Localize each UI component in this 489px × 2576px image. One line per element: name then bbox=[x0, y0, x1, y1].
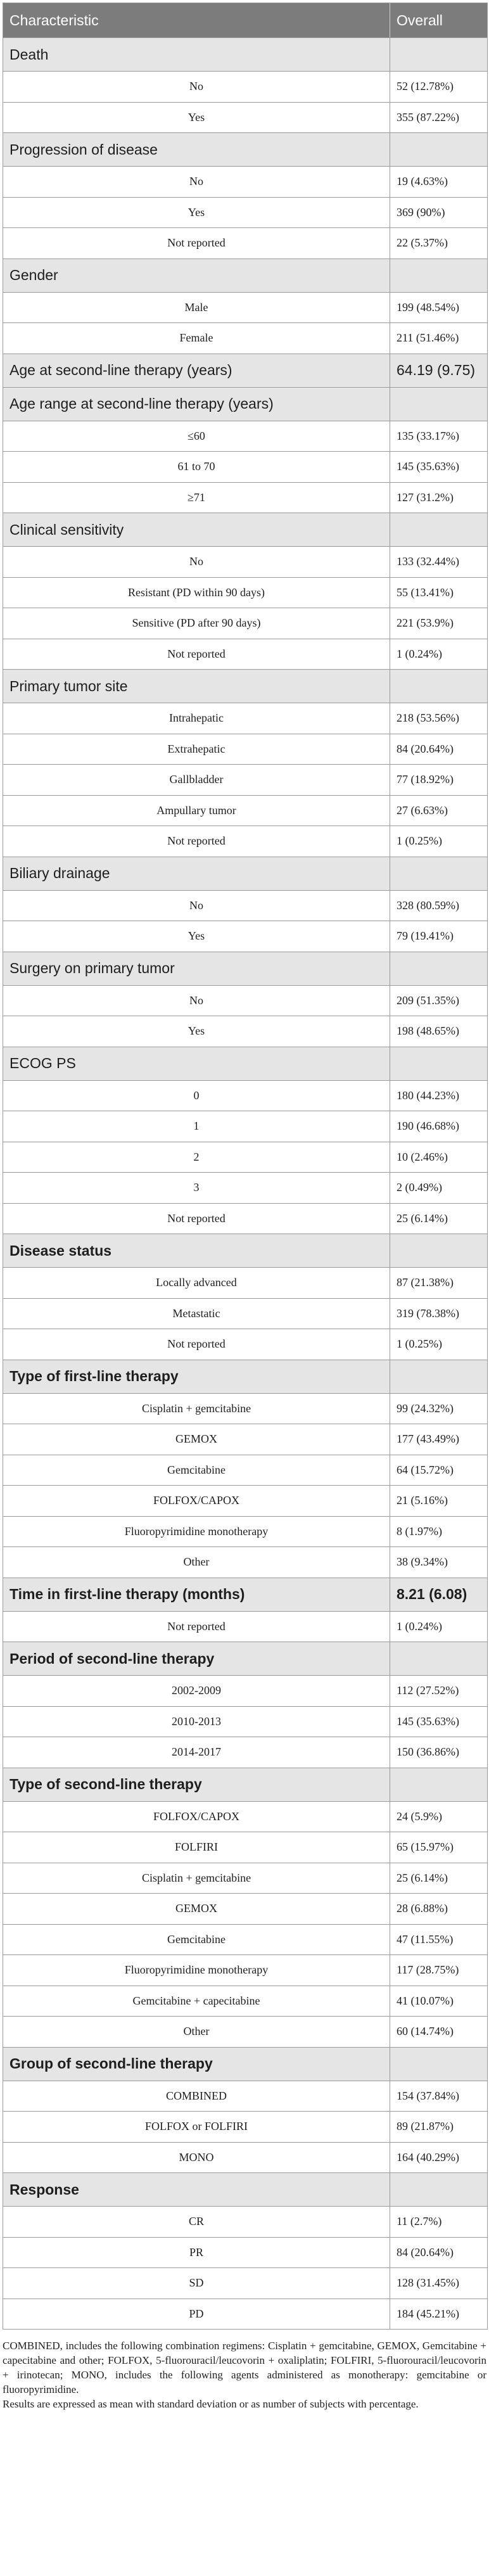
row-value: 1 (0.24%) bbox=[397, 647, 442, 660]
row-label: Fluoropyrimidine monotherapy bbox=[3, 1517, 390, 1547]
row-label: Other bbox=[3, 1547, 390, 1578]
table-row bbox=[3, 1204, 487, 1235]
section-value bbox=[390, 670, 486, 703]
row-label: Not reported bbox=[3, 228, 390, 258]
section-label: Group of second-line therapy bbox=[3, 2048, 390, 2081]
row-value: 150 (36.86%) bbox=[397, 1745, 459, 1759]
row-value: 135 (33.17%) bbox=[397, 429, 459, 442]
row-label: FOLFIRI bbox=[3, 1832, 390, 1863]
table-row bbox=[3, 1394, 487, 1425]
row-value: 133 (32.44%) bbox=[397, 555, 459, 568]
row-value: 25 (6.14%) bbox=[397, 1211, 448, 1225]
row-value: 87 (21.38%) bbox=[397, 1276, 454, 1289]
row-label: Gemcitabine + capecitabine bbox=[3, 1986, 390, 2017]
table-row bbox=[3, 639, 487, 670]
row-value: 28 (6.88%) bbox=[397, 1902, 448, 1915]
table-row bbox=[3, 293, 487, 324]
section-row bbox=[3, 1578, 487, 1612]
table-row bbox=[3, 1547, 487, 1578]
section-label: ECOG PS bbox=[3, 1047, 390, 1080]
row-value: 99 (24.32%) bbox=[397, 1401, 454, 1415]
section-label: Primary tumor site bbox=[3, 670, 390, 703]
table-row bbox=[3, 103, 487, 134]
table-row bbox=[3, 1455, 487, 1486]
section-label: Period of second-line therapy bbox=[3, 1642, 390, 1675]
row-label: FOLFOX/CAPOX bbox=[3, 1486, 390, 1516]
row-value: 64 (15.72%) bbox=[397, 1463, 454, 1476]
row-value: 84 (20.64%) bbox=[397, 2245, 454, 2259]
section-label: Age at second-line therapy (years) bbox=[3, 354, 390, 387]
section-label: Biliary drainage bbox=[3, 857, 390, 890]
row-label: Cisplatin + gemcitabine bbox=[3, 1863, 390, 1894]
row-label: 2002-2009 bbox=[3, 1676, 390, 1706]
row-value: 10 (2.46%) bbox=[397, 1150, 448, 1163]
row-value: 65 (15.97%) bbox=[397, 1840, 454, 1854]
footnote-results: Results are expressed as mean with standard deviation or as number of subjects with percentage. bbox=[3, 2398, 419, 2410]
table-row bbox=[3, 608, 487, 639]
table-row bbox=[3, 2081, 487, 2112]
row-label: Gemcitabine bbox=[3, 1455, 390, 1486]
table-row bbox=[3, 2207, 487, 2238]
table-row bbox=[3, 1517, 487, 1548]
section-label: Disease status bbox=[3, 1234, 390, 1267]
table-row bbox=[3, 1268, 487, 1299]
table-row bbox=[3, 1486, 487, 1517]
section-value bbox=[390, 513, 486, 546]
row-value: 24 (5.9%) bbox=[397, 1809, 442, 1823]
table-row bbox=[3, 1894, 487, 1925]
table-row bbox=[3, 2112, 487, 2143]
row-label: ≥71 bbox=[3, 483, 390, 513]
section-label: Clinical sensitivity bbox=[3, 513, 390, 546]
section-value bbox=[390, 1047, 486, 1080]
row-value: 19 (4.63%) bbox=[397, 175, 448, 188]
row-label: Extrahepatic bbox=[3, 734, 390, 765]
table-row bbox=[3, 1299, 487, 1330]
row-value: 1 (0.25%) bbox=[397, 1337, 442, 1351]
row-label: No bbox=[3, 986, 390, 1016]
table-row bbox=[3, 1737, 487, 1768]
row-label: Cisplatin + gemcitabine bbox=[3, 1394, 390, 1424]
table-row bbox=[3, 1081, 487, 1112]
table-row bbox=[3, 986, 487, 1017]
row-label: Gallbladder bbox=[3, 765, 390, 795]
table-row bbox=[3, 198, 487, 229]
section-row bbox=[3, 670, 487, 703]
row-value: 218 (53.56%) bbox=[397, 711, 459, 725]
row-label: Metastatic bbox=[3, 1299, 390, 1329]
row-value: 22 (5.37%) bbox=[397, 236, 448, 250]
table-row bbox=[3, 1802, 487, 1833]
row-value: 184 (45.21%) bbox=[397, 2307, 459, 2320]
row-label: Yes bbox=[3, 103, 390, 133]
row-value: 8 (1.97%) bbox=[397, 1524, 442, 1538]
row-value: 79 (19.41%) bbox=[397, 929, 454, 943]
row-label: No bbox=[3, 547, 390, 577]
row-label: Not reported bbox=[3, 1612, 390, 1642]
table-row bbox=[3, 921, 487, 952]
table-row bbox=[3, 1676, 487, 1707]
table-row bbox=[3, 323, 487, 354]
row-value: 198 (48.65%) bbox=[397, 1024, 459, 1038]
section-value bbox=[390, 952, 486, 985]
section-value bbox=[390, 1768, 486, 1801]
row-value: 60 (14.74%) bbox=[397, 2025, 454, 2038]
table-row bbox=[3, 483, 487, 514]
row-label: No bbox=[3, 891, 390, 921]
table-row bbox=[3, 452, 487, 483]
row-label: Not reported bbox=[3, 639, 390, 670]
row-value: 21 (5.16%) bbox=[397, 1494, 448, 1507]
table-row bbox=[3, 1832, 487, 1863]
row-label: ≤60 bbox=[3, 421, 390, 452]
row-label: Male bbox=[3, 293, 390, 323]
row-label: Not reported bbox=[3, 1329, 390, 1360]
table-row bbox=[3, 2299, 487, 2330]
row-label: 2010-2013 bbox=[3, 1707, 390, 1737]
table-row bbox=[3, 167, 487, 198]
row-value: 55 (13.41%) bbox=[397, 585, 454, 599]
table-row bbox=[3, 421, 487, 452]
row-value: 47 (11.55%) bbox=[397, 1932, 454, 1946]
row-value: 2 (0.49%) bbox=[397, 1181, 442, 1194]
section-label: Type of second-line therapy bbox=[3, 1768, 390, 1801]
section-row bbox=[3, 388, 487, 421]
section-value bbox=[390, 1234, 486, 1267]
table-row bbox=[3, 1955, 487, 1986]
row-value: 128 (31.45%) bbox=[397, 2276, 459, 2290]
table-row bbox=[3, 765, 487, 796]
table-row bbox=[3, 2143, 487, 2174]
row-value: 41 (10.07%) bbox=[397, 1994, 454, 2007]
table-row bbox=[3, 826, 487, 857]
row-label: No bbox=[3, 167, 390, 197]
characteristic-column-header: Characteristic bbox=[3, 3, 390, 37]
row-value: 369 (90%) bbox=[397, 205, 445, 219]
table-row bbox=[3, 1424, 487, 1455]
section-value bbox=[390, 388, 486, 421]
table-row bbox=[3, 72, 487, 103]
row-label: Fluoropyrimidine monotherapy bbox=[3, 1955, 390, 1986]
row-label: GEMOX bbox=[3, 1424, 390, 1455]
section-value bbox=[390, 2173, 486, 2206]
row-value: 211 (51.46%) bbox=[397, 331, 459, 345]
section-value: 8.21 (6.08) bbox=[397, 1586, 467, 1602]
row-label: FOLFOX or FOLFIRI bbox=[3, 2112, 390, 2142]
section-value bbox=[390, 259, 486, 292]
row-value: 77 (18.92%) bbox=[397, 773, 454, 786]
row-value: 328 (80.59%) bbox=[397, 898, 459, 912]
row-value: 27 (6.63%) bbox=[397, 803, 448, 817]
table-row bbox=[3, 1111, 487, 1142]
row-label: 2 bbox=[3, 1142, 390, 1173]
section-row bbox=[3, 1642, 487, 1676]
row-value: 127 (31.2%) bbox=[397, 490, 454, 504]
row-label: Other bbox=[3, 2017, 390, 2047]
row-label: MONO bbox=[3, 2143, 390, 2173]
row-value: 180 (44.23%) bbox=[397, 1088, 459, 1102]
table-header bbox=[3, 3, 487, 38]
table-row bbox=[3, 1863, 487, 1894]
row-value: 145 (35.63%) bbox=[397, 460, 459, 473]
row-label: COMBINED bbox=[3, 2081, 390, 2112]
row-value: 177 (43.49%) bbox=[397, 1432, 459, 1446]
table-body bbox=[3, 38, 487, 2330]
row-value: 221 (53.9%) bbox=[397, 616, 454, 630]
row-value: 84 (20.64%) bbox=[397, 742, 454, 755]
table-row bbox=[3, 1612, 487, 1643]
row-value: 154 (37.84%) bbox=[397, 2089, 459, 2102]
section-value bbox=[390, 133, 486, 166]
row-label: Yes bbox=[3, 1016, 390, 1047]
row-label: Intrahepatic bbox=[3, 703, 390, 734]
row-label: Locally advanced bbox=[3, 1268, 390, 1298]
row-value: 11 (2.7%) bbox=[397, 2215, 442, 2228]
row-value: 164 (40.29%) bbox=[397, 2150, 459, 2164]
row-value: 1 (0.24%) bbox=[397, 1619, 442, 1633]
table-footnotes bbox=[3, 2338, 486, 2411]
section-label: Time in first-line therapy (months) bbox=[3, 1578, 390, 1611]
row-label: 61 to 70 bbox=[3, 452, 390, 482]
section-row bbox=[3, 1360, 487, 1394]
table-row bbox=[3, 228, 487, 259]
section-label: Surgery on primary tumor bbox=[3, 952, 390, 985]
section-row bbox=[3, 259, 487, 293]
table-row bbox=[3, 734, 487, 765]
section-row bbox=[3, 1047, 487, 1081]
row-value: 145 (35.63%) bbox=[397, 1714, 459, 1728]
row-value: 38 (9.34%) bbox=[397, 1555, 448, 1569]
row-label: 1 bbox=[3, 1111, 390, 1142]
section-row bbox=[3, 354, 487, 388]
row-label: No bbox=[3, 72, 390, 102]
section-row bbox=[3, 2048, 487, 2081]
row-label: GEMOX bbox=[3, 1894, 390, 1924]
row-label: Female bbox=[3, 323, 390, 354]
table-row bbox=[3, 547, 487, 578]
table-row bbox=[3, 1329, 487, 1360]
row-label: PR bbox=[3, 2238, 390, 2268]
table-row bbox=[3, 1986, 487, 2017]
table-row bbox=[3, 796, 487, 827]
row-label: PD bbox=[3, 2299, 390, 2330]
row-value: 1 (0.25%) bbox=[397, 834, 442, 848]
table-row bbox=[3, 1707, 487, 1738]
table-row bbox=[3, 1173, 487, 1204]
table-row bbox=[3, 703, 487, 734]
section-row bbox=[3, 857, 487, 891]
section-label: Progression of disease bbox=[3, 133, 390, 166]
row-value: 190 (46.68%) bbox=[397, 1119, 459, 1133]
row-label: CR bbox=[3, 2207, 390, 2237]
section-value bbox=[390, 1642, 486, 1675]
row-value: 52 (12.78%) bbox=[397, 80, 454, 93]
section-value bbox=[390, 38, 486, 71]
section-row bbox=[3, 38, 487, 72]
section-label: Response bbox=[3, 2173, 390, 2206]
section-label: Type of first-line therapy bbox=[3, 1360, 390, 1393]
table-row bbox=[3, 2268, 487, 2299]
row-label: Resistant (PD within 90 days) bbox=[3, 578, 390, 608]
row-label: 0 bbox=[3, 1081, 390, 1111]
section-row bbox=[3, 1768, 487, 1802]
row-value: 25 (6.14%) bbox=[397, 1871, 448, 1884]
section-row bbox=[3, 133, 487, 167]
section-value bbox=[390, 857, 486, 890]
row-label: Ampullary tumor bbox=[3, 796, 390, 826]
table-row bbox=[3, 1142, 487, 1173]
row-label: Sensitive (PD after 90 days) bbox=[3, 608, 390, 639]
section-row bbox=[3, 2173, 487, 2207]
row-value: 89 (21.87%) bbox=[397, 2120, 454, 2133]
section-label: Age range at second-line therapy (years) bbox=[3, 388, 390, 421]
section-row bbox=[3, 1234, 487, 1268]
row-value: 209 (51.35%) bbox=[397, 993, 459, 1007]
row-label: Yes bbox=[3, 921, 390, 952]
table-row bbox=[3, 578, 487, 609]
row-label: Not reported bbox=[3, 1204, 390, 1234]
section-value bbox=[390, 1360, 486, 1393]
row-label: Yes bbox=[3, 198, 390, 228]
row-value: 319 (78.38%) bbox=[397, 1306, 459, 1320]
row-value: 355 (87.22%) bbox=[397, 110, 459, 124]
row-label: Gemcitabine bbox=[3, 1925, 390, 1955]
row-label: 3 bbox=[3, 1173, 390, 1203]
table-row bbox=[3, 1925, 487, 1956]
table-row bbox=[3, 1016, 487, 1047]
row-label: 2014-2017 bbox=[3, 1737, 390, 1768]
section-label: Death bbox=[3, 38, 390, 71]
row-value: 117 (28.75%) bbox=[397, 1963, 459, 1977]
table-row bbox=[3, 891, 487, 922]
overall-column-header: Overall bbox=[397, 11, 443, 29]
table-row bbox=[3, 2017, 487, 2048]
row-label: Not reported bbox=[3, 826, 390, 857]
row-value: 112 (27.52%) bbox=[397, 1684, 459, 1697]
row-label: FOLFOX/CAPOX bbox=[3, 1802, 390, 1832]
footnote-abbreviations: COMBINED, includes the following combination regimens: Cisplatin + gemcitabine, GEMOX, Gemcitabine + capecitabine and other; FOLFOX, 5-fluorouracil/leucovorin + oxaliplatin; FOLFIRI, 5-fluorouracil/leucovorin + irinotecan; MONO, includes the following agents administered as monotherapy: gemcitabine or fluoropyrimidine. bbox=[3, 2340, 486, 2395]
row-label: SD bbox=[3, 2268, 390, 2299]
section-row bbox=[3, 952, 487, 986]
section-row bbox=[3, 513, 487, 547]
table-row bbox=[3, 2238, 487, 2269]
section-value bbox=[390, 2048, 486, 2081]
section-value: 64.19 (9.75) bbox=[397, 362, 476, 378]
section-label: Gender bbox=[3, 259, 390, 292]
characteristics-table bbox=[3, 3, 488, 2330]
row-value: 199 (48.54%) bbox=[397, 300, 459, 314]
